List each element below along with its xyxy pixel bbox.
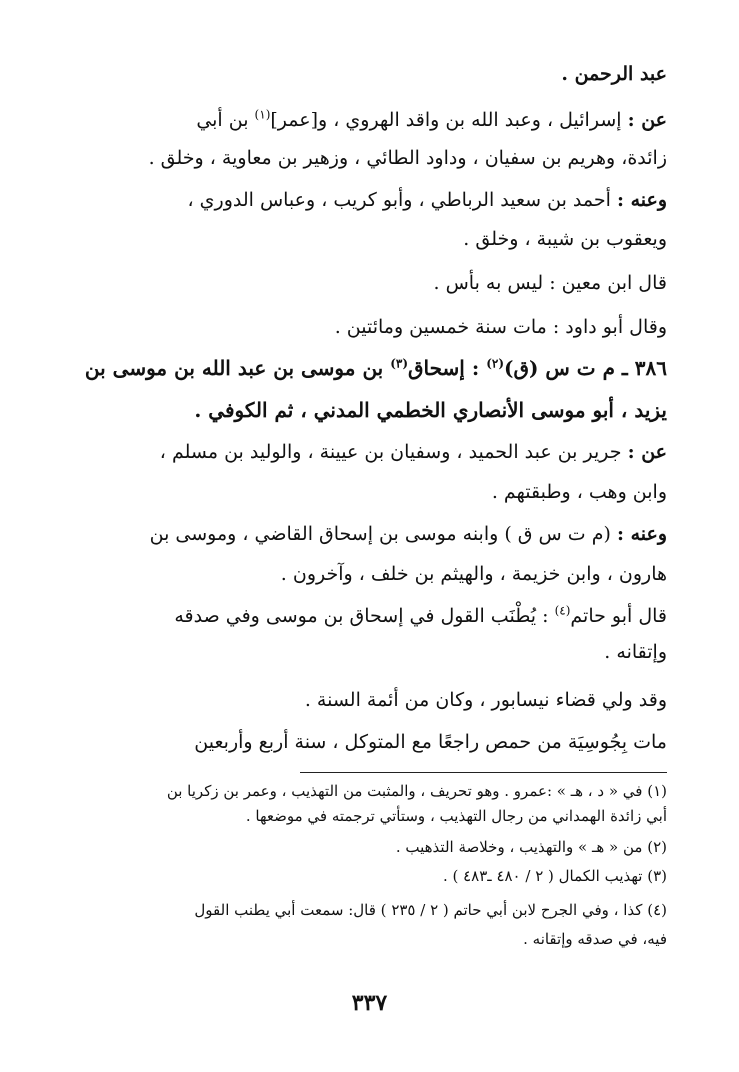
page-number: ٣٣٧: [351, 990, 388, 1016]
text-line-17: مات بِجُوسِيَة من حمص راجعًا مع المتوكل ، سنة أربع وأربعين: [194, 731, 667, 753]
from-label-2: عن :: [627, 441, 667, 463]
footnote-ref-4: (٤): [554, 603, 571, 618]
text-line-10: عن : جرير بن عبد الحميد ، وسفيان بن عيينة ، والوليد بن مسلم ،: [159, 441, 667, 463]
text-line-16: وقد ولي قضاء نيسابور ، وكان من أئمة السنة .: [304, 689, 667, 711]
entry-heading-386: ٣٨٦ ـ م ت س (ق)$^{(٢)}$ : إسحاق$^{(٣)}$ بن موسى بن عبد الله بن موسى بن: [84, 356, 667, 380]
footnote-1-cont: أبي زائدة الهمداني من رجال التهذيب ، وستأتي ترجمته في موضعها .: [245, 807, 667, 825]
text-line-4: وعنه : أحمد بن سعيد الرباطي ، وأبو كريب ، وعباس الدوري ،: [187, 189, 667, 211]
text-line-13: هارون ، وابن خزيمة ، والهيثم بن خلف ، وآخرون .: [280, 563, 667, 585]
footnote-4: (٤) كذا ، وفي الجرح لابن أبي حاتم ( ٢ / ٢٣٥ ) قال: سمعت أبي يطنب القول: [194, 901, 667, 919]
text-line-1: عبد الرحمن .: [561, 63, 667, 85]
text-line-6: قال ابن معين : ليس به بأس .: [433, 272, 667, 294]
text-line-11: وابن وهب ، وطبقتهم .: [491, 481, 667, 503]
footnote-1: (١) في « د ، هـ » :عمرو . وهو تحريف ، والمثبت من التهذيب ، وعمر بن زكريا بن: [166, 782, 667, 800]
text-line-5: ويعقوب بن شيبة ، وخلق .: [463, 228, 667, 250]
footnote-ref-1: (١): [254, 107, 271, 122]
footnote-4-cont: فيه، في صدقه وإتقانه .: [523, 930, 667, 948]
text-line-15: وإتقانه .: [604, 641, 667, 663]
text-line-14: قال أبو حاتم$^{(٤)}$ : يُطْنَب القول في إسحاق بن موسى وفي صدقه: [174, 603, 667, 627]
text-line-7: وقال أبو داود : مات سنة خمسين ومائتين .: [334, 316, 667, 338]
footnote-3: (٣) تهذيب الكمال ( ٢ / ٤٨٠ ـ٤٨٣ ) .: [442, 867, 667, 885]
text-line-3: زائدة، وهريم بن سفيان ، وداود الطائي ، وزهير بن معاوية ، وخلق .: [148, 147, 667, 169]
text-line-2: عن : إسرائيل ، وعبد الله بن واقد الهروي ، و[عمر]$^{(١)}$ بن أبي: [196, 107, 667, 131]
footnote-2: (٢) من « هـ » والتهذيب ، وخلاصة التذهيب .: [395, 838, 667, 856]
footnote-ref-2: (٢): [486, 356, 505, 371]
narrators-label-2: وعنه :: [616, 523, 667, 545]
text-line-12: وعنه : (م ت س ق ) وابنه موسى بن إسحاق القاضي ، وموسى بن: [149, 523, 667, 545]
narrators-label: وعنه :: [616, 189, 667, 211]
footnote-ref-3: (٣): [390, 356, 409, 371]
entry-heading-386-cont: يزيد ، أبو موسى الأنصاري الخطمي المدني ، ثم الكوفي .: [194, 398, 667, 422]
from-label: عن :: [627, 109, 667, 131]
footnote-divider: [300, 772, 667, 773]
